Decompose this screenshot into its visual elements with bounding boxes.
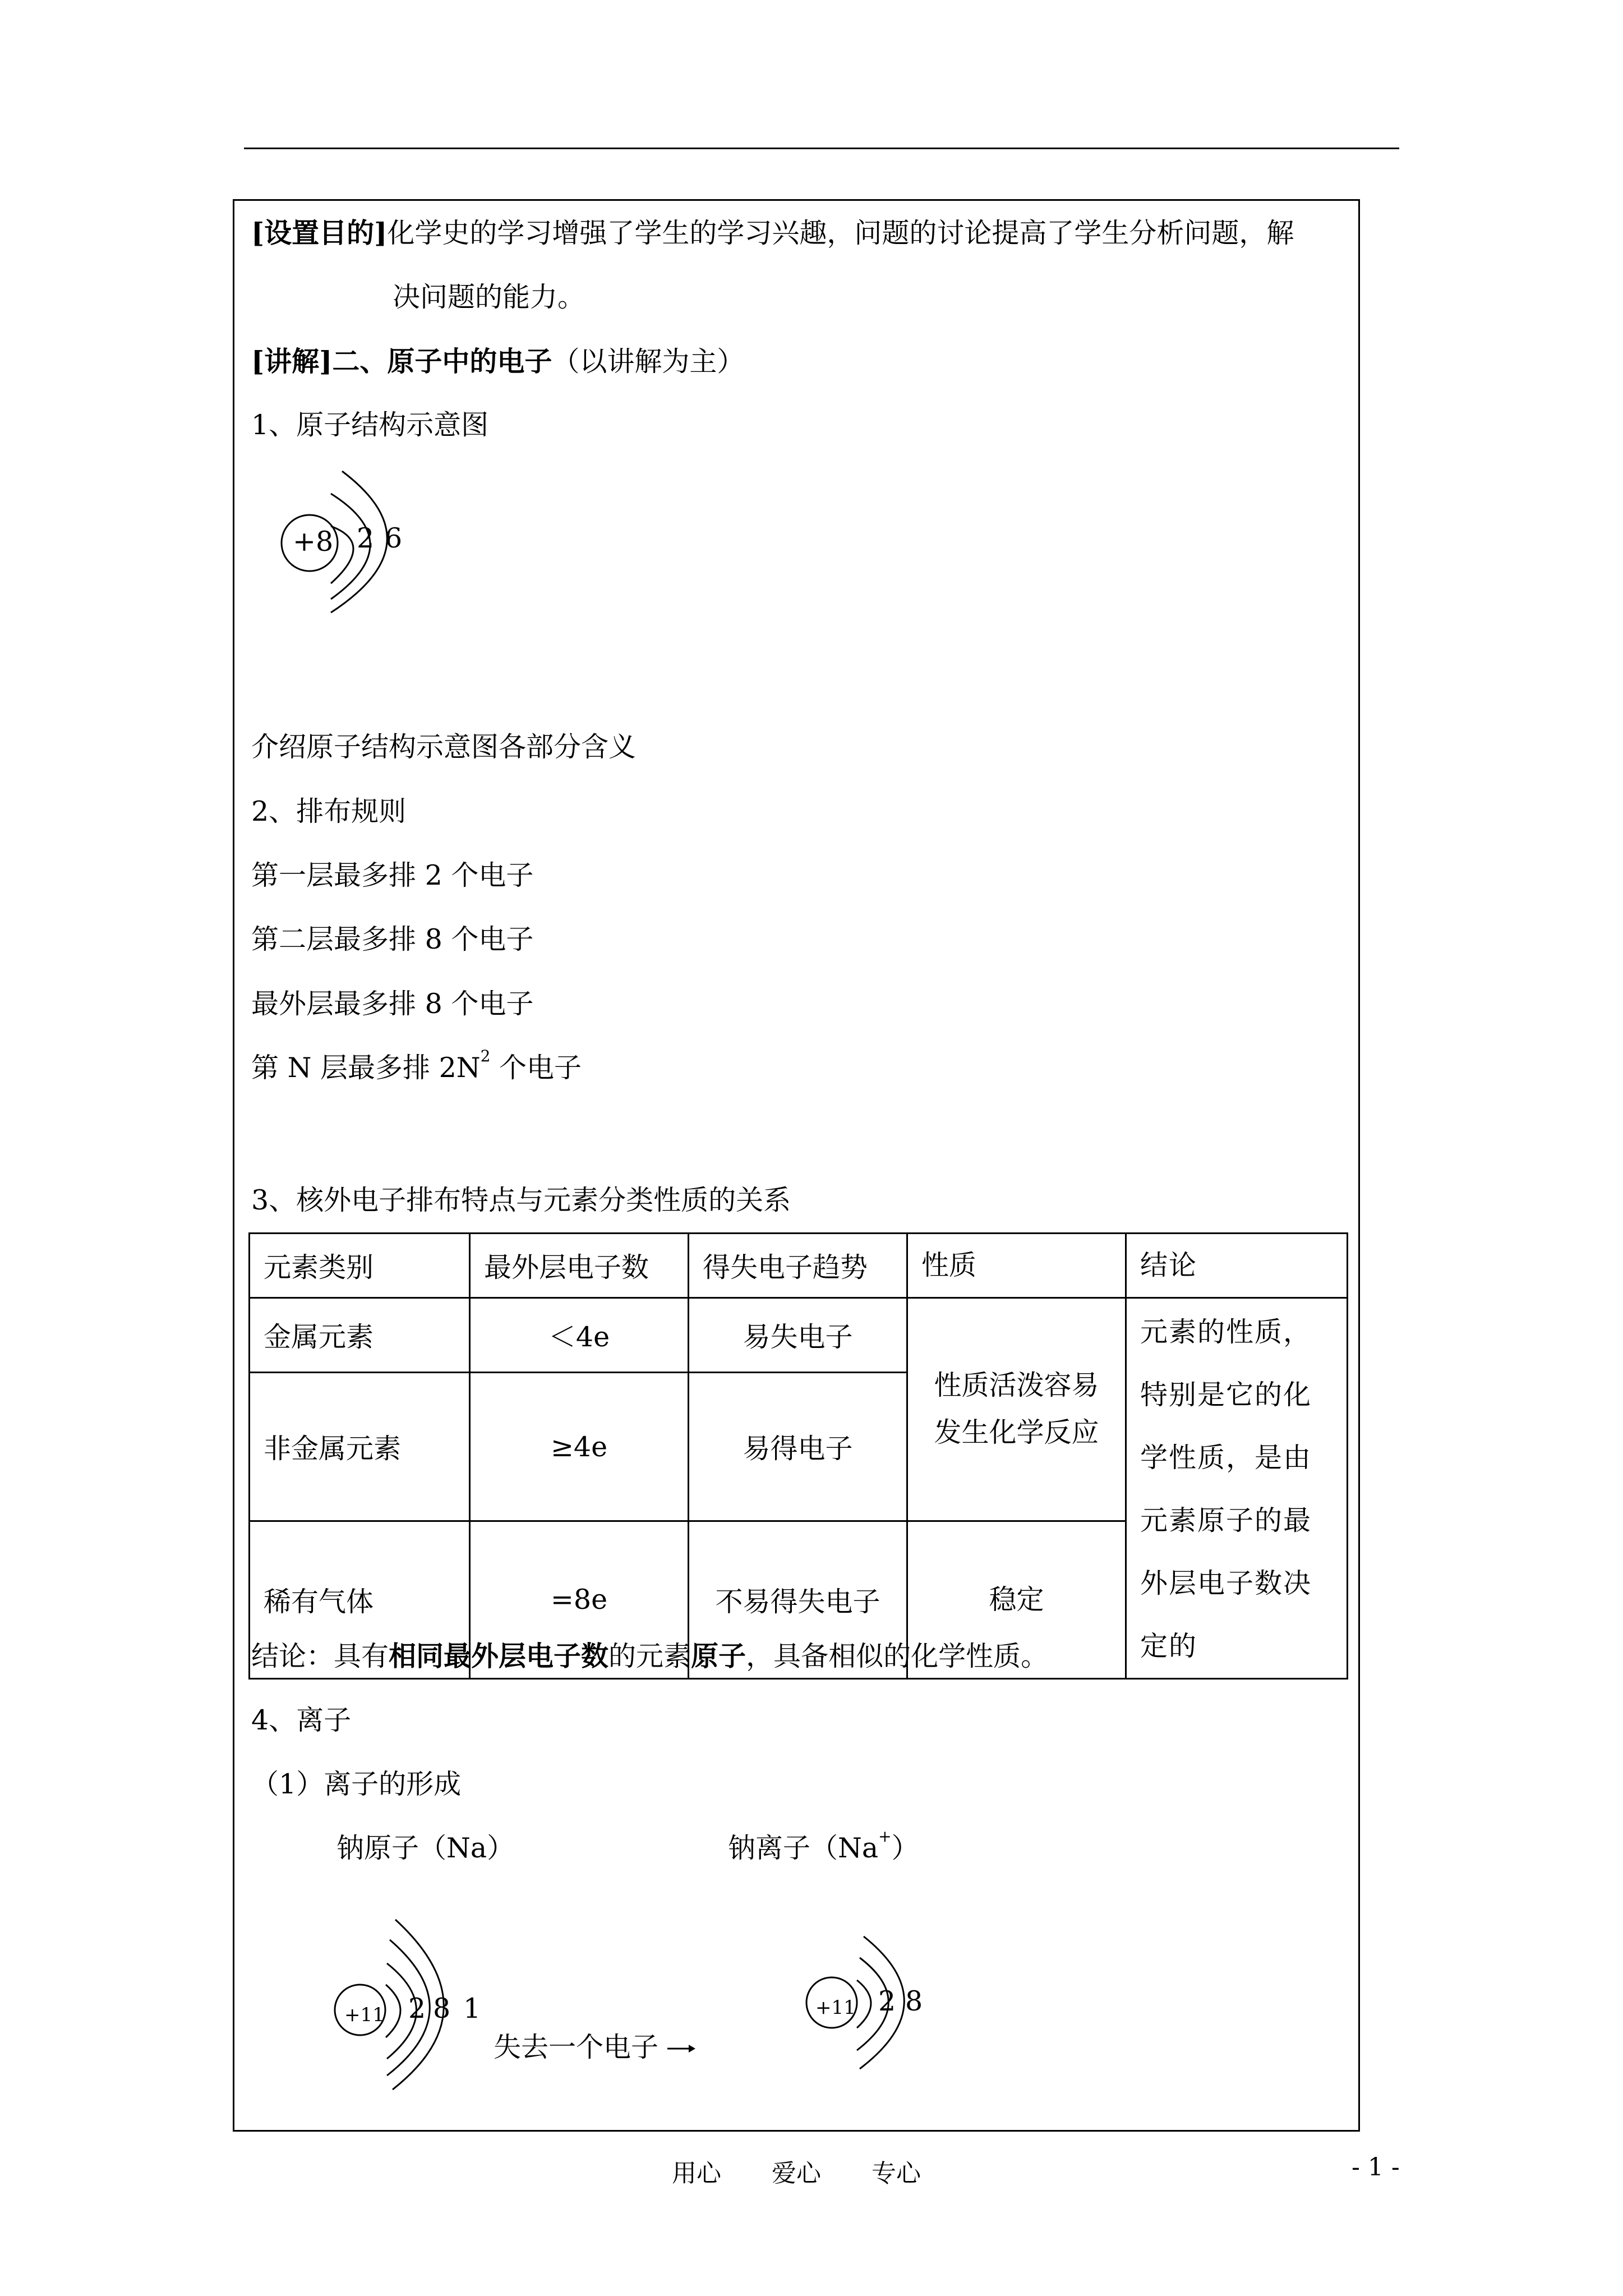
na-ion-charge: + (878, 1827, 892, 1846)
table-header-cell: 最外层电子数 (470, 1234, 689, 1298)
section-3-heading: 3、核外电子排布特点与元素分类性质的关系 (251, 1184, 791, 1216)
section-4-1-heading: （1）离子的形成 (251, 1768, 462, 1800)
table-cell: ≥4e (470, 1373, 689, 1521)
sodium-shell-arc-1 (386, 1985, 400, 2037)
conclusion-bold-2: 原子 (691, 1640, 746, 1672)
footer-mid: 爱心 (772, 2159, 821, 2188)
na-ion-label-a: 钠离子（Na (728, 1832, 879, 1864)
header-rule (244, 148, 1399, 149)
oxygen-shell2-count: 6 (385, 522, 403, 554)
conclusion-part-c: 的元素 (608, 1640, 691, 1672)
lecture-heading (251, 344, 744, 379)
purpose-tag: [设置目的] (251, 217, 388, 249)
na-ion-label-b: ） (891, 1832, 919, 1864)
sodium-ion-nucleus-label: +11 (815, 1996, 856, 2019)
table-cell: 易失电子 (689, 1298, 907, 1373)
footer-right: 专心 (872, 2159, 921, 2188)
page-number: - 1 - (1352, 2153, 1400, 2182)
conclusion-bold-1: 相同最外层电子数 (389, 1640, 609, 1672)
rule-4 (251, 1047, 582, 1085)
table-cell: 不易得失电子 (689, 1521, 907, 1678)
merged-property-cell: 性质活泼容易发生化学反应 (907, 1298, 1126, 1521)
section-2-heading: 2、排布规则 (251, 795, 407, 827)
table-cell: 非金属元素 (250, 1373, 470, 1521)
sodium-atom-diagram (331, 1890, 499, 2092)
table-cell: 金属元素 (250, 1298, 470, 1373)
oxygen-nucleus-label: +8 (293, 526, 334, 558)
sodium-shell3-count: 1 (463, 1993, 481, 2024)
rule-4-superscript: 2 (480, 1047, 491, 1065)
purpose-line-2: 决问题的能力。 (393, 281, 585, 313)
rule-4-part-b: 个电子 (490, 1052, 582, 1084)
table-header-cell: 元素类别 (250, 1234, 470, 1298)
table-cell: 稳定 (907, 1521, 1126, 1678)
sodium-nucleus-label: +11 (344, 2004, 385, 2026)
conclusion-part-e: ，具备相似的化学性质。 (746, 1640, 1049, 1672)
table-header-cell: 结论 (1126, 1234, 1348, 1298)
purpose-line (251, 216, 1294, 250)
lecture-tag: [讲解] (251, 345, 333, 378)
sodium-ion-shell1-count: 2 (878, 1985, 896, 2017)
rule-3: 最外层最多排 8 个电子 (251, 988, 534, 1020)
intro-line: 介绍原子结构示意图各部分含义 (251, 731, 637, 763)
section-4-heading: 4、离子 (251, 1704, 352, 1736)
sodium-shell2-count: 8 (433, 1993, 451, 2024)
rule-1: 第一层最多排 2 个电子 (251, 859, 534, 891)
sodium-ion-shell2-count: 8 (905, 1985, 923, 2017)
conclusion-line (251, 1639, 1048, 1673)
table-header-cell: 得失电子趋势 (689, 1234, 907, 1298)
table-cell: 易得电子 (689, 1373, 907, 1521)
footer-left: 用心 (672, 2159, 721, 2188)
table-cell: =8e (470, 1521, 689, 1678)
table-cell: ＜4e (470, 1298, 689, 1373)
sodium-shell1-count: 2 (408, 1993, 426, 2024)
purpose-text: 化学史的学习增强了学生的学习兴趣，问题的讨论提高了学生分析问题，解 (387, 217, 1294, 249)
lecture-title: 二、原子中的电子 (332, 345, 552, 378)
conclusion-part-a: 结论：具有 (251, 1640, 389, 1672)
sodium-ion-shell-arc-1 (857, 1980, 871, 2028)
element-classification-table (248, 1232, 1348, 1680)
oxygen-shell1-count: 2 (357, 522, 375, 554)
lose-electron-label: 失去一个电子 (494, 2031, 659, 2063)
na-ion-label (728, 1827, 919, 1865)
arrow-icon (667, 2042, 695, 2055)
lecture-note: （以讲解为主） (552, 346, 745, 378)
table-header-row (250, 1234, 1348, 1298)
section-1-heading: 1、原子结构示意图 (251, 409, 489, 441)
table-cell: 稀有气体 (250, 1521, 470, 1678)
table-header-cell: 性质 (907, 1234, 1126, 1298)
table-row (250, 1298, 1348, 1373)
na-atom-label: 钠原子（Na） (336, 1832, 515, 1864)
rule-2: 第二层最多排 8 个电子 (251, 923, 534, 955)
merged-conclusion-cell: 元素的性质，特别是它的化学性质，是由元素原子的最外层电子数决定的 (1126, 1298, 1348, 1679)
rule-4-part-a: 第 N 层最多排 2N (251, 1052, 481, 1084)
